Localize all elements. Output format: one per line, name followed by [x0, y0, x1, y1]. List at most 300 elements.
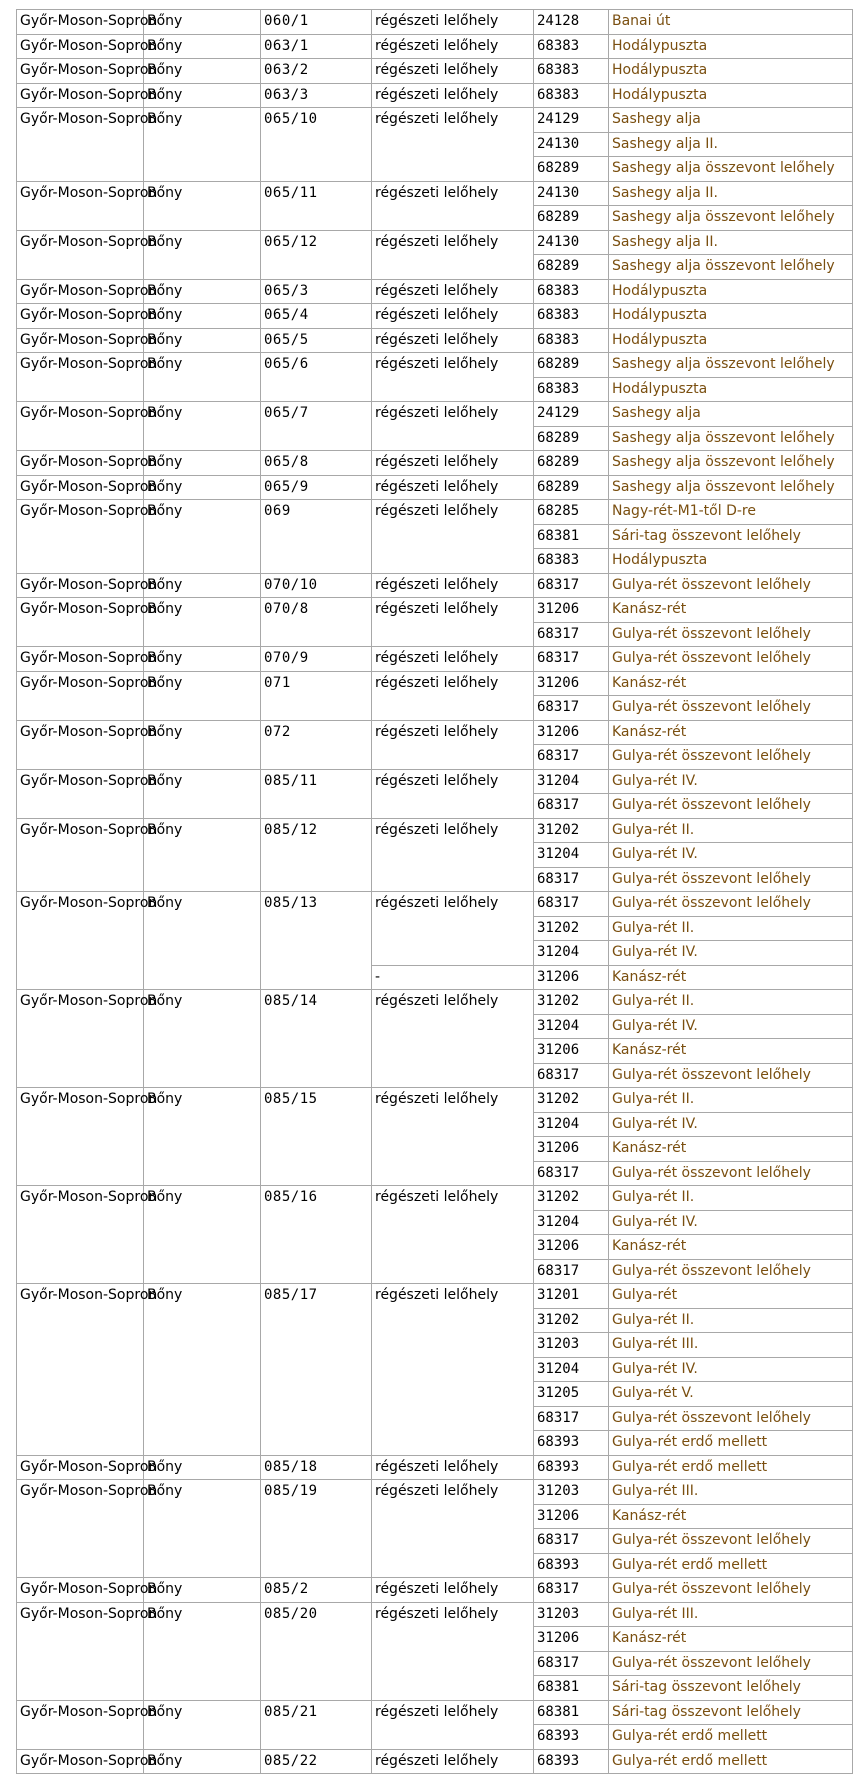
site-name-cell: Gulya-rét összevont lelőhely: [609, 696, 853, 721]
site-id-cell: 68317: [534, 794, 609, 819]
site-id-cell: 68383: [534, 83, 609, 108]
county-cell: Győr-Moson-Sopron: [17, 598, 144, 647]
table-row: [17, 83, 853, 108]
site-name-cell: Sashegy alja összevont lelőhely: [609, 426, 853, 451]
plot-number-cell: 085/19: [261, 1480, 372, 1578]
site-id-cell: 68383: [534, 279, 609, 304]
protection-type-cell: régészeti lelőhely: [372, 353, 534, 402]
protection-type-cell: régészeti lelőhely: [372, 279, 534, 304]
plot-number-cell: 060/1: [261, 10, 372, 35]
site-id-cell: 31206: [534, 1137, 609, 1162]
site-id-cell: 68285: [534, 500, 609, 525]
county-cell: Győr-Moson-Sopron: [17, 892, 144, 990]
county-cell: Győr-Moson-Sopron: [17, 990, 144, 1088]
site-id-cell: 31204: [534, 1357, 609, 1382]
protection-type-cell: régészeti lelőhely: [372, 892, 534, 966]
site-id-cell: 68317: [534, 1651, 609, 1676]
site-id-cell: 68317: [534, 1578, 609, 1603]
settlement-cell: Bőny: [144, 500, 261, 574]
table-row: [17, 1455, 853, 1480]
plot-number-cell: 085/20: [261, 1602, 372, 1700]
site-name-cell: Hodálypuszta: [609, 328, 853, 353]
protection-type-cell: régészeti lelőhely: [372, 1455, 534, 1480]
site-name-cell: Gulya-rét erdő mellett: [609, 1431, 853, 1456]
county-cell: Győr-Moson-Sopron: [17, 304, 144, 329]
site-id-cell: 31202: [534, 1088, 609, 1113]
site-id-cell: 24130: [534, 132, 609, 157]
plot-number-cell: 072: [261, 720, 372, 769]
site-id-cell: 24128: [534, 10, 609, 35]
site-id-cell: 31206: [534, 1504, 609, 1529]
settlement-cell: Bőny: [144, 598, 261, 647]
table-row: [17, 818, 853, 843]
settlement-cell: Bőny: [144, 1578, 261, 1603]
plot-number-cell: 085/18: [261, 1455, 372, 1480]
site-id-cell: 68393: [534, 1431, 609, 1456]
site-name-cell: Gulya-rét összevont lelőhely: [609, 1529, 853, 1554]
settlement-cell: Bőny: [144, 83, 261, 108]
settlement-cell: Bőny: [144, 769, 261, 818]
site-id-cell: 68393: [534, 1553, 609, 1578]
site-id-cell: 31204: [534, 1210, 609, 1235]
county-cell: Győr-Moson-Sopron: [17, 10, 144, 35]
site-id-cell: 24129: [534, 402, 609, 427]
county-cell: Győr-Moson-Sopron: [17, 83, 144, 108]
county-cell: Győr-Moson-Sopron: [17, 1088, 144, 1186]
site-name-cell: Gulya-rét II.: [609, 916, 853, 941]
table-row: [17, 279, 853, 304]
site-name-cell: Gulya-rét erdő mellett: [609, 1749, 853, 1774]
plot-number-cell: 085/2: [261, 1578, 372, 1603]
site-name-cell: Banai út: [609, 10, 853, 35]
table-row: [17, 59, 853, 84]
site-name-cell: Gulya-rét IV.: [609, 941, 853, 966]
site-name-cell: Gulya-rét összevont lelőhely: [609, 867, 853, 892]
table-row: [17, 353, 853, 378]
site-id-cell: 68289: [534, 451, 609, 476]
table-row: [17, 230, 853, 255]
site-name-cell: Gulya-rét IV.: [609, 1357, 853, 1382]
site-id-cell: 68317: [534, 1259, 609, 1284]
settlement-cell: Bőny: [144, 279, 261, 304]
plot-number-cell: 065/5: [261, 328, 372, 353]
protection-type-cell: régészeti lelőhely: [372, 720, 534, 769]
site-id-cell: 68383: [534, 328, 609, 353]
settlement-cell: Bőny: [144, 990, 261, 1088]
site-name-cell: Kanász-rét: [609, 598, 853, 623]
site-id-cell: 68317: [534, 647, 609, 672]
site-name-cell: Hodálypuszta: [609, 304, 853, 329]
site-id-cell: 31206: [534, 965, 609, 990]
site-name-cell: Gulya-rét összevont lelőhely: [609, 745, 853, 770]
county-cell: Győr-Moson-Sopron: [17, 720, 144, 769]
protection-type-cell: régészeti lelőhely: [372, 230, 534, 279]
site-name-cell: Hodálypuszta: [609, 83, 853, 108]
county-cell: Győr-Moson-Sopron: [17, 402, 144, 451]
site-name-cell: Gulya-rét erdő mellett: [609, 1455, 853, 1480]
site-name-cell: Gulya-rét összevont lelőhely: [609, 892, 853, 917]
site-name-cell: Gulya-rét III.: [609, 1480, 853, 1505]
site-name-cell: Sashegy alja II.: [609, 132, 853, 157]
site-name-cell: Gulya-rét összevont lelőhely: [609, 1406, 853, 1431]
site-name-cell: Kanász-rét: [609, 1137, 853, 1162]
site-name-cell: Kanász-rét: [609, 1235, 853, 1260]
site-name-cell: Gulya-rét összevont lelőhely: [609, 647, 853, 672]
site-name-cell: Gulya-rét erdő mellett: [609, 1553, 853, 1578]
protection-type-cell: régészeti lelőhely: [372, 451, 534, 476]
county-cell: Győr-Moson-Sopron: [17, 353, 144, 402]
site-id-cell: 68381: [534, 1676, 609, 1701]
table-row: [17, 573, 853, 598]
site-name-cell: Kanász-rét: [609, 1627, 853, 1652]
table-row: [17, 1749, 853, 1774]
site-name-cell: Gulya-rét IV.: [609, 1014, 853, 1039]
county-cell: Győr-Moson-Sopron: [17, 1749, 144, 1774]
plot-number-cell: 070/9: [261, 647, 372, 672]
site-name-cell: Gulya-rét II.: [609, 818, 853, 843]
site-id-cell: 68317: [534, 1063, 609, 1088]
county-cell: Győr-Moson-Sopron: [17, 818, 144, 892]
settlement-cell: Bőny: [144, 671, 261, 720]
county-cell: Győr-Moson-Sopron: [17, 1186, 144, 1284]
plot-number-cell: 065/8: [261, 451, 372, 476]
site-id-cell: 31202: [534, 1308, 609, 1333]
protection-type-cell: régészeti lelőhely: [372, 671, 534, 720]
table-row: [17, 1186, 853, 1211]
site-name-cell: Kanász-rét: [609, 1039, 853, 1064]
county-cell: Győr-Moson-Sopron: [17, 108, 144, 182]
protection-type-cell: régészeti lelőhely: [372, 1480, 534, 1578]
county-cell: Győr-Moson-Sopron: [17, 59, 144, 84]
plot-number-cell: 070/8: [261, 598, 372, 647]
site-id-cell: 68289: [534, 157, 609, 182]
protection-type-cell: régészeti lelőhely: [372, 402, 534, 451]
county-cell: Győr-Moson-Sopron: [17, 1700, 144, 1749]
protection-type-cell: régészeti lelőhely: [372, 1284, 534, 1456]
site-id-cell: 68289: [534, 206, 609, 231]
table-row: [17, 34, 853, 59]
county-cell: Győr-Moson-Sopron: [17, 671, 144, 720]
table-row: [17, 1284, 853, 1309]
table-row: [17, 769, 853, 794]
settlement-cell: Bőny: [144, 59, 261, 84]
table-row: [17, 720, 853, 745]
site-id-cell: 31204: [534, 941, 609, 966]
plot-number-cell: 065/6: [261, 353, 372, 402]
site-name-cell: Gulya-rét összevont lelőhely: [609, 622, 853, 647]
plot-number-cell: 069: [261, 500, 372, 574]
site-id-cell: 68317: [534, 1406, 609, 1431]
table-row: [17, 451, 853, 476]
county-cell: Győr-Moson-Sopron: [17, 181, 144, 230]
table-row: [17, 598, 853, 623]
settlement-cell: Bőny: [144, 475, 261, 500]
protection-type-cell: régészeti lelőhely: [372, 1578, 534, 1603]
site-id-cell: 31206: [534, 720, 609, 745]
plot-number-cell: 065/4: [261, 304, 372, 329]
site-name-cell: Sári-tag összevont lelőhely: [609, 524, 853, 549]
site-name-cell: Sári-tag összevont lelőhely: [609, 1700, 853, 1725]
site-id-cell: 31206: [534, 1627, 609, 1652]
settlement-cell: Bőny: [144, 230, 261, 279]
county-cell: Győr-Moson-Sopron: [17, 573, 144, 598]
site-name-cell: Kanász-rét: [609, 720, 853, 745]
plot-number-cell: 085/21: [261, 1700, 372, 1749]
protection-type-cell: régészeti lelőhely: [372, 181, 534, 230]
table-row: [17, 402, 853, 427]
settlement-cell: Bőny: [144, 328, 261, 353]
site-id-cell: 31202: [534, 916, 609, 941]
site-name-cell: Sashegy alja összevont lelőhely: [609, 255, 853, 280]
table-row: [17, 304, 853, 329]
site-name-cell: Sashegy alja összevont lelőhely: [609, 451, 853, 476]
county-cell: Győr-Moson-Sopron: [17, 451, 144, 476]
site-id-cell: 68383: [534, 304, 609, 329]
site-id-cell: 31204: [534, 1014, 609, 1039]
site-name-cell: Sashegy alja II.: [609, 181, 853, 206]
site-id-cell: 68317: [534, 892, 609, 917]
plot-number-cell: 070/10: [261, 573, 372, 598]
plot-number-cell: 063/1: [261, 34, 372, 59]
plot-number-cell: 065/10: [261, 108, 372, 182]
protection-type-cell: régészeti lelőhely: [372, 1602, 534, 1700]
site-name-cell: Sashegy alja összevont lelőhely: [609, 157, 853, 182]
plot-number-cell: 085/22: [261, 1749, 372, 1774]
county-cell: Győr-Moson-Sopron: [17, 1455, 144, 1480]
protection-type-cell: régészeti lelőhely: [372, 34, 534, 59]
site-name-cell: Hodálypuszta: [609, 377, 853, 402]
settlement-cell: Bőny: [144, 34, 261, 59]
site-name-cell: Kanász-rét: [609, 1504, 853, 1529]
county-cell: Győr-Moson-Sopron: [17, 230, 144, 279]
table-body: [17, 10, 853, 1774]
settlement-cell: Bőny: [144, 1186, 261, 1284]
site-id-cell: 68289: [534, 255, 609, 280]
county-cell: Győr-Moson-Sopron: [17, 1480, 144, 1578]
site-name-cell: Gulya-rét: [609, 1284, 853, 1309]
settlement-cell: Bőny: [144, 818, 261, 892]
site-id-cell: 31201: [534, 1284, 609, 1309]
site-name-cell: Sashegy alja összevont lelőhely: [609, 353, 853, 378]
site-id-cell: 31203: [534, 1602, 609, 1627]
table-row: [17, 647, 853, 672]
plot-number-cell: 085/14: [261, 990, 372, 1088]
site-id-cell: 31206: [534, 1235, 609, 1260]
site-id-cell: 68289: [534, 353, 609, 378]
site-name-cell: Sashegy alja összevont lelőhely: [609, 475, 853, 500]
site-id-cell: 68383: [534, 377, 609, 402]
settlement-cell: Bőny: [144, 1088, 261, 1186]
table-row: [17, 892, 853, 917]
site-name-cell: Sashegy alja II.: [609, 230, 853, 255]
site-id-cell: 31206: [534, 598, 609, 623]
protection-type-cell: régészeti lelőhely: [372, 647, 534, 672]
site-id-cell: 31203: [534, 1480, 609, 1505]
county-cell: Győr-Moson-Sopron: [17, 1602, 144, 1700]
table-row: [17, 500, 853, 525]
plot-number-cell: 065/7: [261, 402, 372, 451]
site-id-cell: 24130: [534, 230, 609, 255]
protection-type-cell: régészeti lelőhely: [372, 1186, 534, 1284]
site-id-cell: 68393: [534, 1749, 609, 1774]
site-name-cell: Kanász-rét: [609, 671, 853, 696]
site-name-cell: Gulya-rét összevont lelőhely: [609, 1161, 853, 1186]
protection-type-cell: régészeti lelőhely: [372, 818, 534, 892]
county-cell: Győr-Moson-Sopron: [17, 500, 144, 574]
plot-number-cell: 085/17: [261, 1284, 372, 1456]
plot-number-cell: 085/13: [261, 892, 372, 990]
county-cell: Győr-Moson-Sopron: [17, 279, 144, 304]
site-name-cell: Sashegy alja: [609, 402, 853, 427]
county-cell: Győr-Moson-Sopron: [17, 647, 144, 672]
site-id-cell: 31205: [534, 1382, 609, 1407]
site-name-cell: Sashegy alja: [609, 108, 853, 133]
site-id-cell: 31202: [534, 818, 609, 843]
site-name-cell: Gulya-rét II.: [609, 1308, 853, 1333]
site-name-cell: Sári-tag összevont lelőhely: [609, 1676, 853, 1701]
settlement-cell: Bőny: [144, 1284, 261, 1456]
plot-number-cell: 065/3: [261, 279, 372, 304]
settlement-cell: Bőny: [144, 573, 261, 598]
site-name-cell: Hodálypuszta: [609, 34, 853, 59]
county-cell: Győr-Moson-Sopron: [17, 475, 144, 500]
site-id-cell: 31202: [534, 990, 609, 1015]
site-name-cell: Gulya-rét IV.: [609, 769, 853, 794]
site-name-cell: Gulya-rét II.: [609, 990, 853, 1015]
county-cell: Győr-Moson-Sopron: [17, 1284, 144, 1456]
site-id-cell: 68383: [534, 549, 609, 574]
site-id-cell: 68289: [534, 426, 609, 451]
settlement-cell: Bőny: [144, 353, 261, 402]
county-cell: Győr-Moson-Sopron: [17, 1578, 144, 1603]
site-name-cell: Gulya-rét IV.: [609, 1210, 853, 1235]
protection-type-cell: régészeti lelőhely: [372, 83, 534, 108]
protection-type-cell: régészeti lelőhely: [372, 769, 534, 818]
plot-number-cell: 063/3: [261, 83, 372, 108]
site-name-cell: Gulya-rét IV.: [609, 843, 853, 868]
site-name-cell: Gulya-rét erdő mellett: [609, 1725, 853, 1750]
county-cell: Győr-Moson-Sopron: [17, 34, 144, 59]
table-row: [17, 671, 853, 696]
table-row: [17, 328, 853, 353]
protection-type-cell: régészeti lelőhely: [372, 475, 534, 500]
settlement-cell: Bőny: [144, 451, 261, 476]
table-row: [17, 1088, 853, 1113]
site-id-cell: 31206: [534, 1039, 609, 1064]
site-id-cell: 68381: [534, 1700, 609, 1725]
protection-type-cell: régészeti lelőhely: [372, 990, 534, 1088]
site-id-cell: 31204: [534, 1112, 609, 1137]
site-id-cell: 68381: [534, 524, 609, 549]
site-name-cell: Hodálypuszta: [609, 279, 853, 304]
table-row: [17, 1700, 853, 1725]
site-name-cell: Gulya-rét IV.: [609, 1112, 853, 1137]
protection-type-cell: -: [372, 965, 534, 990]
table-row: [17, 990, 853, 1015]
site-id-cell: 68383: [534, 34, 609, 59]
site-name-cell: Gulya-rét összevont lelőhely: [609, 1651, 853, 1676]
county-cell: Győr-Moson-Sopron: [17, 769, 144, 818]
protection-type-cell: régészeti lelőhely: [372, 1749, 534, 1774]
site-name-cell: Kanász-rét: [609, 965, 853, 990]
site-name-cell: Gulya-rét II.: [609, 1088, 853, 1113]
site-id-cell: 31202: [534, 1186, 609, 1211]
table-row: [17, 1578, 853, 1603]
settlement-cell: Bőny: [144, 10, 261, 35]
site-name-cell: Gulya-rét összevont lelőhely: [609, 573, 853, 598]
site-id-cell: 68317: [534, 696, 609, 721]
settlement-cell: Bőny: [144, 304, 261, 329]
protection-type-cell: régészeti lelőhely: [372, 328, 534, 353]
protection-type-cell: régészeti lelőhely: [372, 598, 534, 647]
site-id-cell: 68317: [534, 867, 609, 892]
protection-type-cell: régészeti lelőhely: [372, 500, 534, 574]
settlement-cell: Bőny: [144, 1749, 261, 1774]
settlement-cell: Bőny: [144, 1602, 261, 1700]
settlement-cell: Bőny: [144, 892, 261, 990]
site-id-cell: 31204: [534, 843, 609, 868]
site-id-cell: 24130: [534, 181, 609, 206]
table-row: [17, 1602, 853, 1627]
site-name-cell: Gulya-rét II.: [609, 1186, 853, 1211]
site-id-cell: 24129: [534, 108, 609, 133]
site-register-table: [16, 9, 853, 1774]
settlement-cell: Bőny: [144, 181, 261, 230]
site-id-cell: 31203: [534, 1333, 609, 1358]
protection-type-cell: régészeti lelőhely: [372, 304, 534, 329]
site-id-cell: 68317: [534, 573, 609, 598]
site-id-cell: 31206: [534, 671, 609, 696]
plot-number-cell: 065/12: [261, 230, 372, 279]
site-id-cell: 68393: [534, 1455, 609, 1480]
site-name-cell: Gulya-rét V.: [609, 1382, 853, 1407]
plot-number-cell: 065/9: [261, 475, 372, 500]
protection-type-cell: régészeti lelőhely: [372, 108, 534, 182]
plot-number-cell: 063/2: [261, 59, 372, 84]
site-id-cell: 31204: [534, 769, 609, 794]
protection-type-cell: régészeti lelőhely: [372, 10, 534, 35]
site-id-cell: 68317: [534, 1529, 609, 1554]
site-name-cell: Gulya-rét III.: [609, 1333, 853, 1358]
table-row: [17, 1480, 853, 1505]
plot-number-cell: 065/11: [261, 181, 372, 230]
site-name-cell: Gulya-rét összevont lelőhely: [609, 1259, 853, 1284]
protection-type-cell: régészeti lelőhely: [372, 1088, 534, 1186]
county-cell: Győr-Moson-Sopron: [17, 328, 144, 353]
protection-type-cell: régészeti lelőhely: [372, 573, 534, 598]
settlement-cell: Bőny: [144, 647, 261, 672]
site-name-cell: Sashegy alja összevont lelőhely: [609, 206, 853, 231]
protection-type-cell: régészeti lelőhely: [372, 59, 534, 84]
table-row: [17, 10, 853, 35]
site-name-cell: Gulya-rét összevont lelőhely: [609, 794, 853, 819]
site-id-cell: 68317: [534, 1161, 609, 1186]
site-name-cell: Hodálypuszta: [609, 549, 853, 574]
settlement-cell: Bőny: [144, 720, 261, 769]
settlement-cell: Bőny: [144, 1480, 261, 1578]
table-row: [17, 181, 853, 206]
site-name-cell: Hodálypuszta: [609, 59, 853, 84]
settlement-cell: Bőny: [144, 1455, 261, 1480]
plot-number-cell: 085/11: [261, 769, 372, 818]
settlement-cell: Bőny: [144, 1700, 261, 1749]
site-name-cell: Gulya-rét összevont lelőhely: [609, 1578, 853, 1603]
settlement-cell: Bőny: [144, 108, 261, 182]
site-id-cell: 68317: [534, 622, 609, 647]
site-id-cell: 68393: [534, 1725, 609, 1750]
settlement-cell: Bőny: [144, 402, 261, 451]
site-name-cell: Gulya-rét III.: [609, 1602, 853, 1627]
